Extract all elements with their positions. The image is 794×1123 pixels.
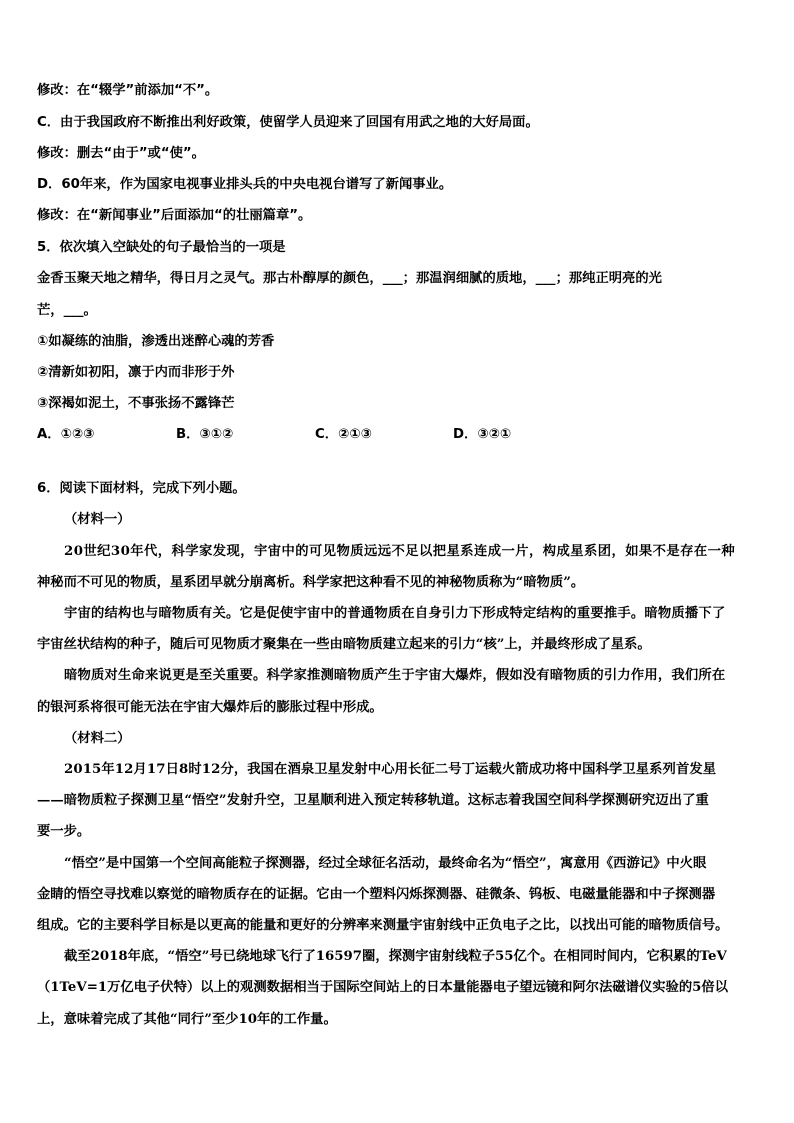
material-2-para-1-line-1: 2015年12月17日8时12分，我国在酒泉卫星发射中心用长征二号丁运载火箭成功将中国科学卫星系列首发星 [64,762,717,777]
q5-sentence-2: ②清新如初阳，凛于内而非形于外 [37,365,235,380]
material-1-para-1-line-1: 20世纪30年代，科学家发现，宇宙中的可见物质远远不足以把星系连成一片，构成星系团，如果不是存在一种 [64,544,736,559]
material-2-para-1-line-3: 要一步。 [37,824,91,839]
q5-stem: 5．依次填入空缺处的句子最恰当的一项是 [37,240,286,255]
material-1-para-3-line-1: 暗物质对生命来说更是至关重要。科学家推测暗物质产生于宇宙大爆炸，假如没有暗物质的引力作用，我们所在 [64,668,726,683]
q5-passage-line-2: 芒，___。 [37,303,97,318]
material-1-para-2-line-2: 宇宙丝状结构的种子，随后可见物质才聚集在一些由暗物质建立起来的引力“核”上，并最终形成了星系。 [37,637,651,652]
q5-sentence-1: ①如凝练的油脂，渗透出迷醉心魂的芳香 [37,334,275,349]
material-2-para-2-line-1: “悟空”是中国第一个空间高能粒子探测器，经过全球征名活动，最终命名为“悟空”，寓意用《西游记》中火眼 [64,856,707,871]
q5-option-b: B．③①② [176,427,234,442]
material-1-para-1-line-2: 神秘而不可见的物质，星系团早就分崩离析。科学家把这种看不见的神秘物质称为“暗物质”。 [37,575,585,590]
q5-sentence-3: ③深褐如泥土，不事张扬不露锋芒 [37,396,235,411]
material-2-para-3-line-2: （1TeV=1万亿电子伏特）以上的观测数据相当于国际空间站上的日本量能器电子望远镜和阿尔法磁谱仪实验的5倍以 [37,980,728,995]
item-d-text: D．60年来，作为国家电视事业排头兵的中央电视台谱写了新闻事业。 [37,177,453,192]
material-1-para-2-line-1: 宇宙的结构也与暗物质有关。它是促使宇宙中的普通物质在自身引力下形成特定结构的重要推手。暗物质播下了 [64,606,726,621]
q5-passage-line-1: 金香玉聚天地之精华，得日月之灵气。那古朴醇厚的颜色，___；那温润细腻的质地，___；那纯正明亮的光 [37,271,662,286]
fix-c-text: 修改：删去“由于”或“使”。 [37,146,205,161]
material-2-para-3-line-3: 上，意味着完成了其他“同行”至少10年的工作量。 [37,1012,337,1027]
item-c-text: C．由于我国政府不断推出利好政策，使留学人员迎来了回国有用武之地的大好局面。 [37,115,539,130]
q5-option-a: A．①②③ [37,427,95,442]
fix-b-text: 修改：在“辍学”前添加“不”。 [37,83,219,98]
material-2-para-3-line-1: 截至2018年底，“悟空”号已绕地球飞行了16597圈，探测宇宙射线粒子55亿个。在相同时间内，它积累的TeV [64,949,727,964]
material-1-title: （材料一） [64,512,131,527]
q5-option-c: C．②①③ [315,427,372,442]
fix-d-text: 修改：在“新闻事业”后面添加“的壮丽篇章”。 [37,208,312,223]
material-2-para-1-line-2: ——暗物质粒子探测卫星“悟空”发射升空，卫星顺利进入预定转移轨道。这标志着我国空间科学探测研究迈出了重 [37,793,709,808]
material-1-para-3-line-2: 的银河系将很可能无法在宇宙大爆炸后的膨胀过程中形成。 [37,700,383,715]
material-2-title: （材料二） [64,731,131,746]
q6-stem: 6．阅读下面材料，完成下列小题。 [37,481,246,496]
q5-option-d: D．③②① [453,427,512,442]
material-2-para-2-line-2: 金睛的悟空寻找难以察觉的暗物质存在的证据。它由一个塑料闪烁探测器、硅微条、钨板、电磁量能器和中子探测器 [37,887,716,902]
material-2-para-2-line-3: 组成。它的主要科学目标是以更高的能量和更好的分辨率来测量宇宙射线中正负电子之比，以找出可能的暗物质信号。 [37,918,729,933]
